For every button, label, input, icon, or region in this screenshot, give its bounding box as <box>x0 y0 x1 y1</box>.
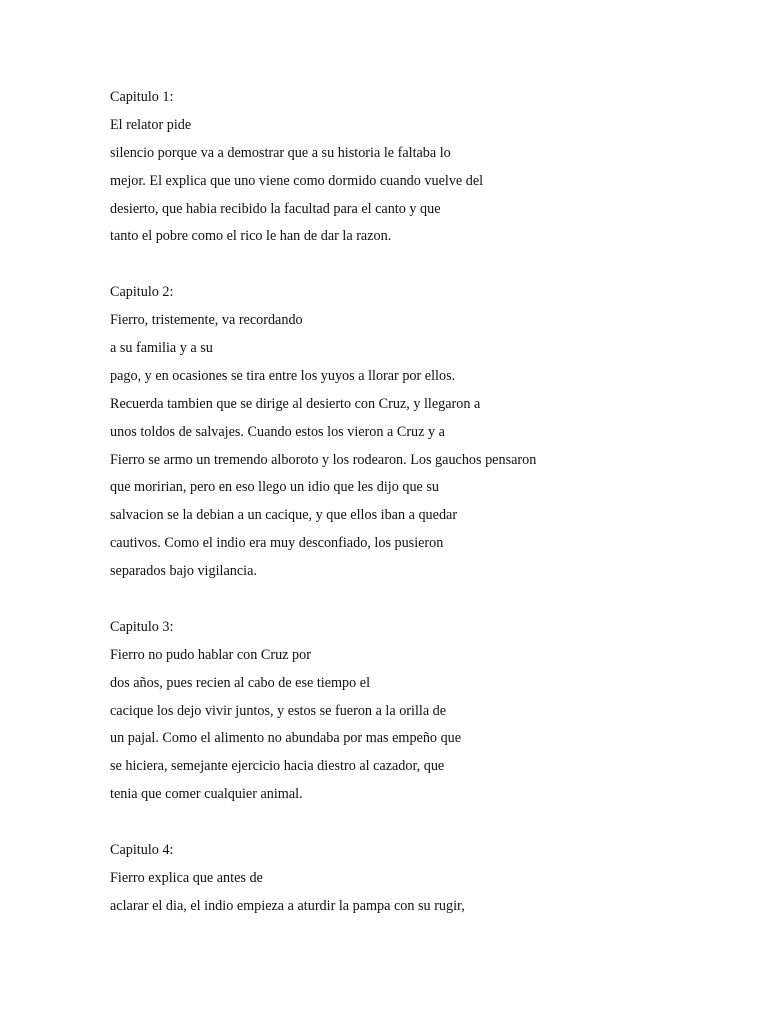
paragraph-spacer <box>110 586 730 614</box>
text-line: dos años, pues recien al cabo de ese tiempo el <box>110 674 371 691</box>
text-line: mejor. El explica que uno viene como dormido cuando vuelve del <box>110 172 484 189</box>
text-line: cautivos. Como el indio era muy desconfiado, los pusieron <box>110 535 444 552</box>
paragraph-spacer <box>110 809 730 837</box>
text-line: desierto, que habia recibido la facultad para el canto y que <box>110 200 441 217</box>
text-line: silencio porque va a demostrar que a su historia le faltaba lo <box>110 144 451 161</box>
text-line: salvacion se la debian a un cacique, y que ellos iban a quedar <box>110 507 458 524</box>
text-line: unos toldos de salvajes. Cuando estos los vieron a Cruz y a <box>110 423 445 440</box>
section-capitulo-4 <box>110 837 730 921</box>
section-capitulo-2 <box>110 279 730 586</box>
section-heading: Capitulo 2: <box>110 284 174 301</box>
document-page <box>110 84 730 921</box>
text-line: un pajal. Como el alimento no abundaba por mas empeño que <box>110 730 462 747</box>
text-line: cacique los dejo vivir juntos, y estos se fueron a la orilla de <box>110 702 447 719</box>
section-heading: Capitulo 4: <box>110 842 174 859</box>
paragraph-spacer <box>110 251 730 279</box>
text-line: tanto el pobre como el rico le han de dar la razon. <box>110 228 392 245</box>
text-line: Fierro se armo un tremendo alboroto y los rodearon. Los gauchos pensaron <box>110 451 537 468</box>
text-line: tenia que comer cualquier animal. <box>110 786 303 803</box>
section-capitulo-3 <box>110 614 730 809</box>
section-heading: Capitulo 1: <box>110 89 174 105</box>
text-line: pago, y en ocasiones se tira entre los yuyos a llorar por ellos. <box>110 367 456 384</box>
text-line: se hiciera, semejante ejercicio hacia diestro al cazador, que <box>110 758 445 775</box>
text-line: aclarar el dia, el indio empieza a aturdir la pampa con su rugir, <box>110 897 465 914</box>
section-capitulo-1 <box>110 84 730 251</box>
text-line: Fierro no pudo hablar con Cruz por <box>110 646 311 663</box>
text-line: Recuerda tambien que se dirige al desierto con Cruz, y llegaron a <box>110 395 481 412</box>
text-line: a su familia y a su <box>110 340 213 357</box>
text-line: El relator pide <box>110 116 192 133</box>
text-line: Fierro, tristemente, va recordando <box>110 312 303 329</box>
text-line: separados bajo vigilancia. <box>110 563 257 580</box>
section-heading: Capitulo 3: <box>110 618 174 635</box>
text-line: que moririan, pero en eso llego un idio que les dijo que su <box>110 479 440 496</box>
text-line: Fierro explica que antes de <box>110 869 263 886</box>
